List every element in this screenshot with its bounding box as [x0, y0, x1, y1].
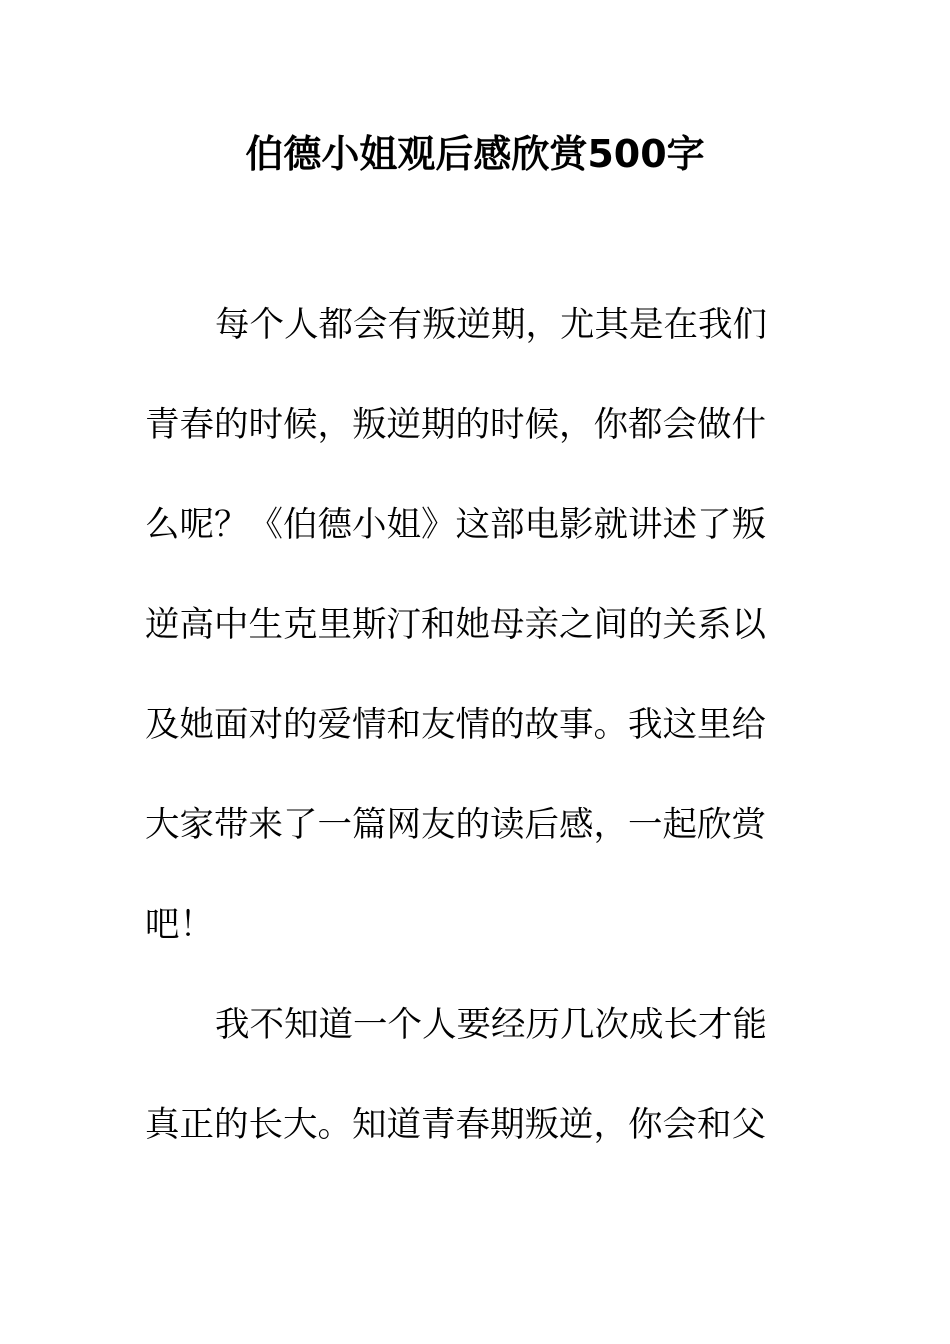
document-title: 伯德小姐观后感欣赏500字 — [245, 132, 705, 176]
paragraph-1-line-5: 及她面对的爱情和友情的故事。我这里给 — [145, 705, 766, 745]
paragraph-1-line-2: 青春的时候，叛逆期的时候，你都会做什 — [145, 405, 766, 445]
paragraph-1-line-1: 每个人都会有叛逆期，尤其是在我们 — [215, 305, 767, 345]
paragraph-1-line-3: 么呢？《伯德小姐》这部电影就讲述了叛 — [145, 505, 766, 545]
paragraph-1-line-7: 吧！ — [145, 905, 214, 945]
paragraph-1-line-4: 逆高中生克里斯汀和她母亲之间的关系以 — [145, 605, 766, 645]
paragraph-2-line-1: 我不知道一个人要经历几次成长才能 — [215, 1005, 767, 1045]
paragraph-1-line-6: 大家带来了一篇网友的读后感，一起欣赏 — [145, 805, 766, 845]
paragraph-2-line-2: 真正的长大。知道青春期叛逆，你会和父 — [145, 1105, 766, 1145]
